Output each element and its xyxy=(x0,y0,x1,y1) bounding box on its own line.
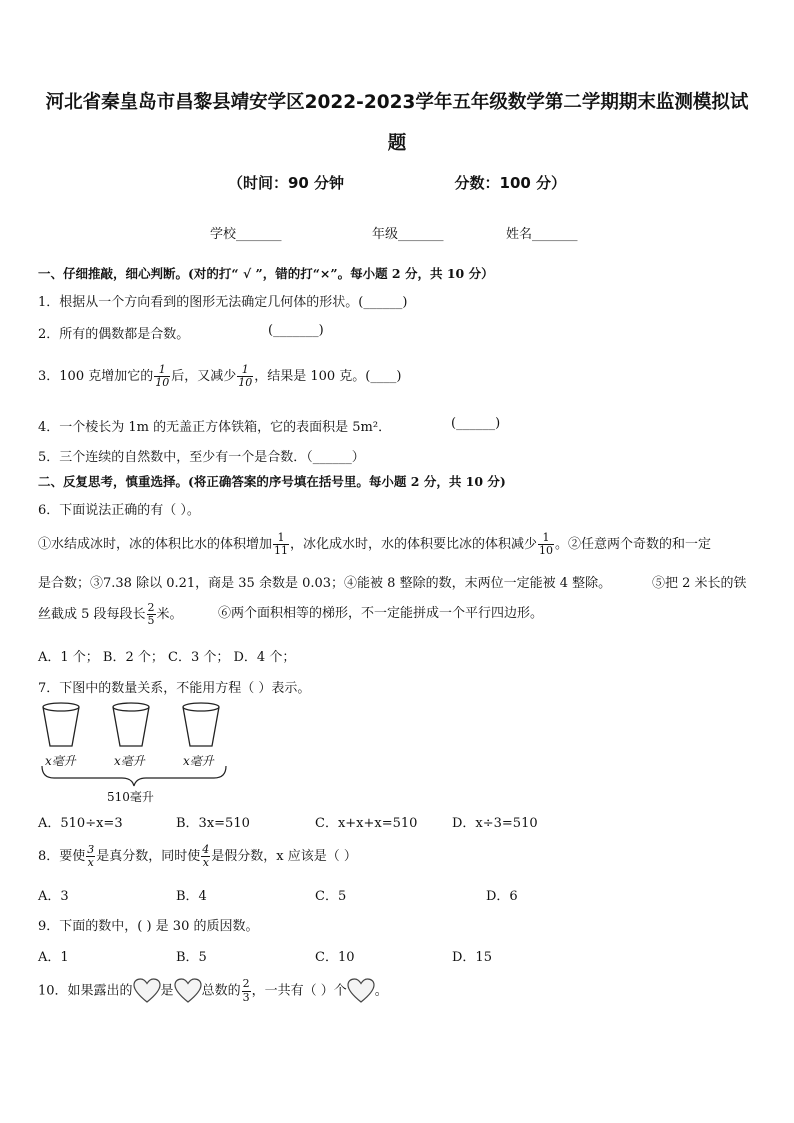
numerator: 1 xyxy=(237,364,253,377)
q6-text-f: 丝截成 5 段每段长 xyxy=(38,607,146,623)
question-3-text-c: ，结果是 100 克。(____) xyxy=(254,369,402,385)
cup-label: x毫升 xyxy=(45,754,76,768)
numerator: 2 xyxy=(147,601,155,614)
denominator: x xyxy=(87,856,94,870)
question-3 xyxy=(38,364,401,389)
question-4 xyxy=(38,416,501,435)
denominator: 10 xyxy=(155,376,170,390)
question-2-text: 2．所有的偶数都是合数。 xyxy=(38,327,190,342)
question-7-option-c: C．x+x+x=510 xyxy=(315,816,418,831)
numerator: 1 xyxy=(273,532,289,545)
question-9: 9．下面的数中，( ) 是 30 的质因数。 xyxy=(38,919,259,934)
numerator: 3 xyxy=(87,843,95,856)
brace xyxy=(42,766,226,786)
q6-text-b: ，冰化成水时，水的体积要比冰的体积减少 xyxy=(290,537,538,553)
fraction xyxy=(147,602,156,627)
fraction xyxy=(201,844,210,869)
question-6-line3 xyxy=(38,601,544,628)
cup-icon xyxy=(113,703,149,746)
question-7-option-d: D．x÷3=510 xyxy=(452,816,538,831)
denominator: x xyxy=(202,856,209,870)
heart-icon xyxy=(347,978,375,1004)
q10-text-b: 是 xyxy=(160,983,174,999)
denominator: 5 xyxy=(147,614,155,628)
question-3-text-a: 3．100 克增加它的 xyxy=(38,369,154,385)
cup-label: x毫升 xyxy=(114,754,145,768)
q8-text-a: 8．要使 xyxy=(38,849,86,865)
question-2 xyxy=(38,323,324,342)
q8-text-c: 是假分数，x 应该是（ ） xyxy=(211,849,357,865)
exam-time: （时间：90 分钟 xyxy=(227,174,345,192)
fraction xyxy=(237,364,253,389)
question-8-option-a: A．3 xyxy=(38,889,69,904)
question-6: 6．下面说法正确的有（ ）。 xyxy=(38,503,200,518)
question-9-option-a: A．1 xyxy=(38,950,69,965)
denominator: 10 xyxy=(539,544,554,558)
denominator: 11 xyxy=(274,544,289,558)
question-3-text-b: 后，又减少 xyxy=(171,369,237,385)
question-8-option-d: D．6 xyxy=(486,889,518,904)
total-label: 510毫升 xyxy=(107,790,154,804)
q6-text-c: 。②任意两个奇数的和一定 xyxy=(555,537,712,553)
question-6-line1 xyxy=(38,532,711,557)
question-7: 7．下图中的数量关系，不能用方程（ ）表示。 xyxy=(38,681,311,696)
q10-text-e: 。 xyxy=(374,983,388,999)
exam-meta xyxy=(0,172,794,193)
question-4-blank: (______) xyxy=(451,416,501,431)
question-5: 5．三个连续的自然数中，至少有一个是合数．（______） xyxy=(38,450,365,465)
school-field: 学校_______ xyxy=(210,227,282,242)
question-8-option-b: B．4 xyxy=(176,889,207,904)
section1-heading: 一、仔细推敲，细心判断。(对的打“ √ ”，错的打“×”。每小题 2 分，共 10 分） xyxy=(38,266,494,281)
fraction xyxy=(242,978,251,1003)
q10-text-a: 10．如果露出的 xyxy=(38,983,133,999)
q10-text-c: 总数的 xyxy=(201,983,241,999)
denominator: 10 xyxy=(238,376,253,390)
q6-text-e: ⑤把 2 米长的铁 xyxy=(652,576,747,591)
numerator: 1 xyxy=(154,364,170,377)
cup-label: x毫升 xyxy=(183,754,214,768)
cup-icon xyxy=(183,703,219,746)
question-8-option-c: C．5 xyxy=(315,889,347,904)
fraction xyxy=(538,532,554,557)
question-10 xyxy=(38,978,388,1004)
question-9-option-c: C．10 xyxy=(315,950,355,965)
q6-text-d: 是合数；③7.38 除以 0.21，商是 35 余数是 0.03；④能被 8 整除的数，末两位一定能被 4 整除。 xyxy=(38,576,612,591)
q6-text-h: ⑥两个面积相等的梯形，不一定能拼成一个平行四边形。 xyxy=(218,606,544,621)
fraction xyxy=(273,532,289,557)
grade-field: 年级_______ xyxy=(372,227,444,242)
question-9-option-b: B．5 xyxy=(176,950,207,965)
numerator: 1 xyxy=(538,532,554,545)
fraction xyxy=(86,844,95,869)
question-6-line2 xyxy=(38,572,747,591)
heart-icon xyxy=(174,978,202,1004)
name-field: 姓名_______ xyxy=(506,227,578,242)
q6-text-a: ①水结成冰时，冰的体积比水的体积增加 xyxy=(38,537,273,553)
numerator: 4 xyxy=(202,843,210,856)
q6-text-g: 米。 xyxy=(156,607,183,623)
denominator: 3 xyxy=(242,990,250,1004)
question-9-option-d: D．15 xyxy=(452,950,492,965)
fraction xyxy=(154,364,170,389)
question-2-blank: (_______) xyxy=(268,323,324,338)
cup-icon xyxy=(43,703,79,746)
exam-score: 分数：100 分） xyxy=(454,174,567,192)
page-title-line1: 河北省秦皇岛市昌黎县靖安学区2022-2023学年五年级数学第二学期期末监测模拟试 xyxy=(45,92,749,113)
question-7-option-b: B．3x=510 xyxy=(176,816,250,831)
q10-text-d: ，一共有（ ）个 xyxy=(251,983,347,999)
question-1: 1．根据从一个方向看到的图形无法确定几何体的形状。(______) xyxy=(38,295,408,310)
question-6-options: A．1 个； B．2 个； C．3 个； D．4 个； xyxy=(38,650,296,665)
heart-icon xyxy=(133,978,161,1004)
question-7-option-a: A．510÷x=3 xyxy=(38,816,123,831)
section2-heading: 二、反复思考，慎重选择。(将正确答案的序号填在括号里。每小题 2 分，共 10 分) xyxy=(38,474,506,489)
question-8 xyxy=(38,844,357,869)
page-title-line2: 题 xyxy=(387,133,407,154)
q8-text-b: 是真分数，同时使 xyxy=(96,849,201,865)
numerator: 2 xyxy=(242,977,250,991)
question-4-text: 4．一个棱长为 1m 的无盖正方体铁箱，它的表面积是 5m²． xyxy=(38,420,392,435)
